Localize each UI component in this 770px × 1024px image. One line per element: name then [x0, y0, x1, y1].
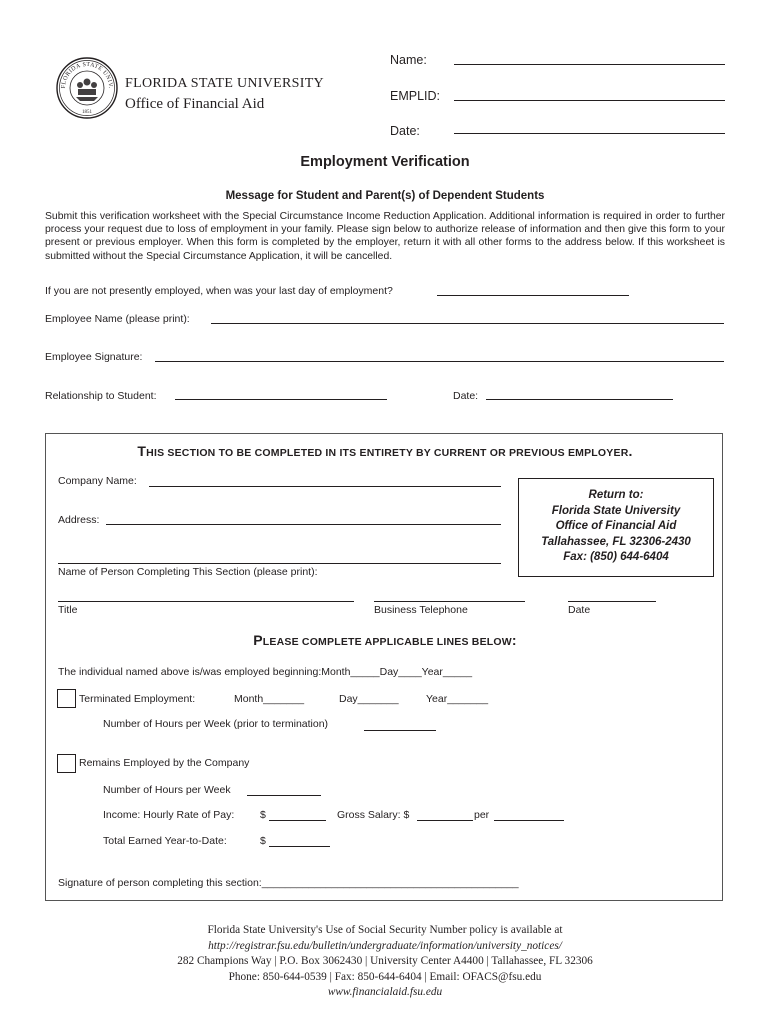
- terminated-month[interactable]: Month_______: [234, 693, 305, 705]
- hours-prior-field[interactable]: [364, 730, 436, 731]
- hourly-dollar-sign: $: [260, 809, 266, 821]
- ytd-dollar-sign: $: [260, 835, 266, 847]
- person-name-field[interactable]: [58, 563, 501, 564]
- gross-salary-field[interactable]: [417, 820, 473, 821]
- relationship-label: Relationship to Student:: [45, 390, 157, 402]
- student-date-field[interactable]: [486, 399, 673, 400]
- employee-name-label: Employee Name (please print):: [45, 313, 190, 325]
- page-title: Employment Verification: [300, 154, 470, 170]
- svg-text:FLORIDA STATE UNIV.: FLORIDA STATE UNIV.: [60, 61, 114, 89]
- return-office: Office of Financial Aid: [555, 520, 677, 532]
- relationship-field[interactable]: [175, 399, 387, 400]
- per-field[interactable]: [494, 820, 564, 821]
- seal-year: 1851: [82, 110, 92, 115]
- name-field[interactable]: [454, 64, 725, 65]
- applicable-lines-heading: PLEASE COMPLETE APPLICABLE LINES BELOW:: [253, 632, 517, 648]
- employed-beginning-line[interactable]: The individual named above is/was employed beginning:Month_____Day____Year_____: [58, 666, 473, 678]
- footer-website-link[interactable]: www.financialaid.fsu.edu: [327, 986, 443, 999]
- intro-paragraph: Submit this verification worksheet with the Special Circumstance Income Reduction Application. Additional information is required in order to further process your request due to loss of employment in your family. Please sign below to authorize release of information and then give this form to your present or previous employer. When this form is completed by the employer, return it with all other forms to the address below. If this worksheet is submitted without the Special Circumstance Application, it will be cancelled.: [45, 211, 725, 262]
- hourly-rate-field[interactable]: [269, 820, 326, 821]
- last-day-label: If you are not presently employed, when was your last day of employment?: [45, 285, 393, 297]
- ytd-field[interactable]: [269, 846, 330, 847]
- employee-signature-label: Employee Signature:: [45, 351, 143, 363]
- address-label: Address:: [58, 514, 100, 526]
- university-seal-logo: [56, 57, 118, 119]
- footer-ssn-policy: Florida State University's Use of Social Security Number policy is available at: [207, 924, 563, 936]
- hours-prior-label: Number of Hours per Week (prior to termination): [103, 718, 329, 730]
- address-field[interactable]: [106, 524, 501, 525]
- terminated-label: Terminated Employment:: [79, 693, 196, 705]
- return-address-box: [518, 478, 714, 577]
- office-name: Office of Financial Aid: [125, 96, 265, 112]
- gross-salary-label: Gross Salary: $: [337, 809, 410, 821]
- return-to-label: Return to:: [588, 489, 644, 501]
- student-date-label: Date:: [453, 390, 479, 402]
- employer-date-field[interactable]: [568, 601, 656, 602]
- name-label: Name:: [390, 53, 427, 67]
- remains-employed-label: Remains Employed by the Company: [79, 757, 250, 769]
- terminated-day[interactable]: Day_______: [339, 693, 399, 705]
- date-label: Date:: [390, 124, 420, 138]
- company-name-field[interactable]: [149, 486, 501, 487]
- emplid-label: EMPLID:: [390, 89, 441, 103]
- footer: [0, 923, 770, 1001]
- hours-field[interactable]: [247, 795, 321, 796]
- business-phone-label: Business Telephone: [374, 604, 468, 616]
- per-label: per: [474, 809, 490, 821]
- footer-address: 282 Champions Way | P.O. Box 3062430 | University Center A4400 | Tallahassee, FL 32306: [177, 955, 593, 968]
- page-subtitle: Message for Student and Parent(s) of Dependent Students: [225, 190, 545, 202]
- hours-label: Number of Hours per Week: [103, 784, 231, 796]
- university-name: FLORIDA STATE UNIVERSITY: [125, 76, 324, 91]
- hourly-rate-label: Income: Hourly Rate of Pay:: [103, 809, 235, 821]
- person-name-label: Name of Person Completing This Section (please print):: [58, 566, 318, 578]
- title-label: Title: [58, 604, 78, 616]
- emplid-field[interactable]: [454, 100, 725, 101]
- return-university: Florida State University: [551, 504, 681, 517]
- footer-contact: Phone: 850-644-0539 | Fax: 850-644-6404 | Email: OFACS@fsu.edu: [228, 970, 542, 983]
- terminated-year[interactable]: Year_______: [426, 693, 489, 705]
- employee-name-field[interactable]: [211, 323, 724, 324]
- terminated-checkbox[interactable]: [57, 689, 76, 708]
- business-phone-field[interactable]: [374, 601, 525, 602]
- return-city: Tallahassee, FL 32306-2430: [541, 535, 691, 548]
- last-day-field[interactable]: [437, 295, 629, 296]
- employer-signature-line[interactable]: Signature of person completing this section:____________________________________________: [58, 877, 519, 889]
- return-fax: Fax: (850) 644-6404: [563, 551, 669, 563]
- employer-section: [45, 433, 723, 901]
- footer-policy-link[interactable]: http://registrar.fsu.edu/bulletin/undergraduate/information/university_notices/: [208, 939, 562, 952]
- remains-employed-checkbox[interactable]: [57, 754, 76, 773]
- company-name-label: Company Name:: [58, 475, 137, 487]
- date-field[interactable]: [454, 133, 725, 134]
- title-field[interactable]: [58, 601, 354, 602]
- employee-signature-field[interactable]: [155, 361, 724, 362]
- employer-section-heading: THIS SECTION TO BE COMPLETED IN ITS ENTIRETY BY CURRENT OR PREVIOUS EMPLOYER.: [137, 443, 633, 459]
- ytd-label: Total Earned Year-to-Date:: [103, 835, 227, 847]
- employer-date-label: Date: [568, 604, 591, 616]
